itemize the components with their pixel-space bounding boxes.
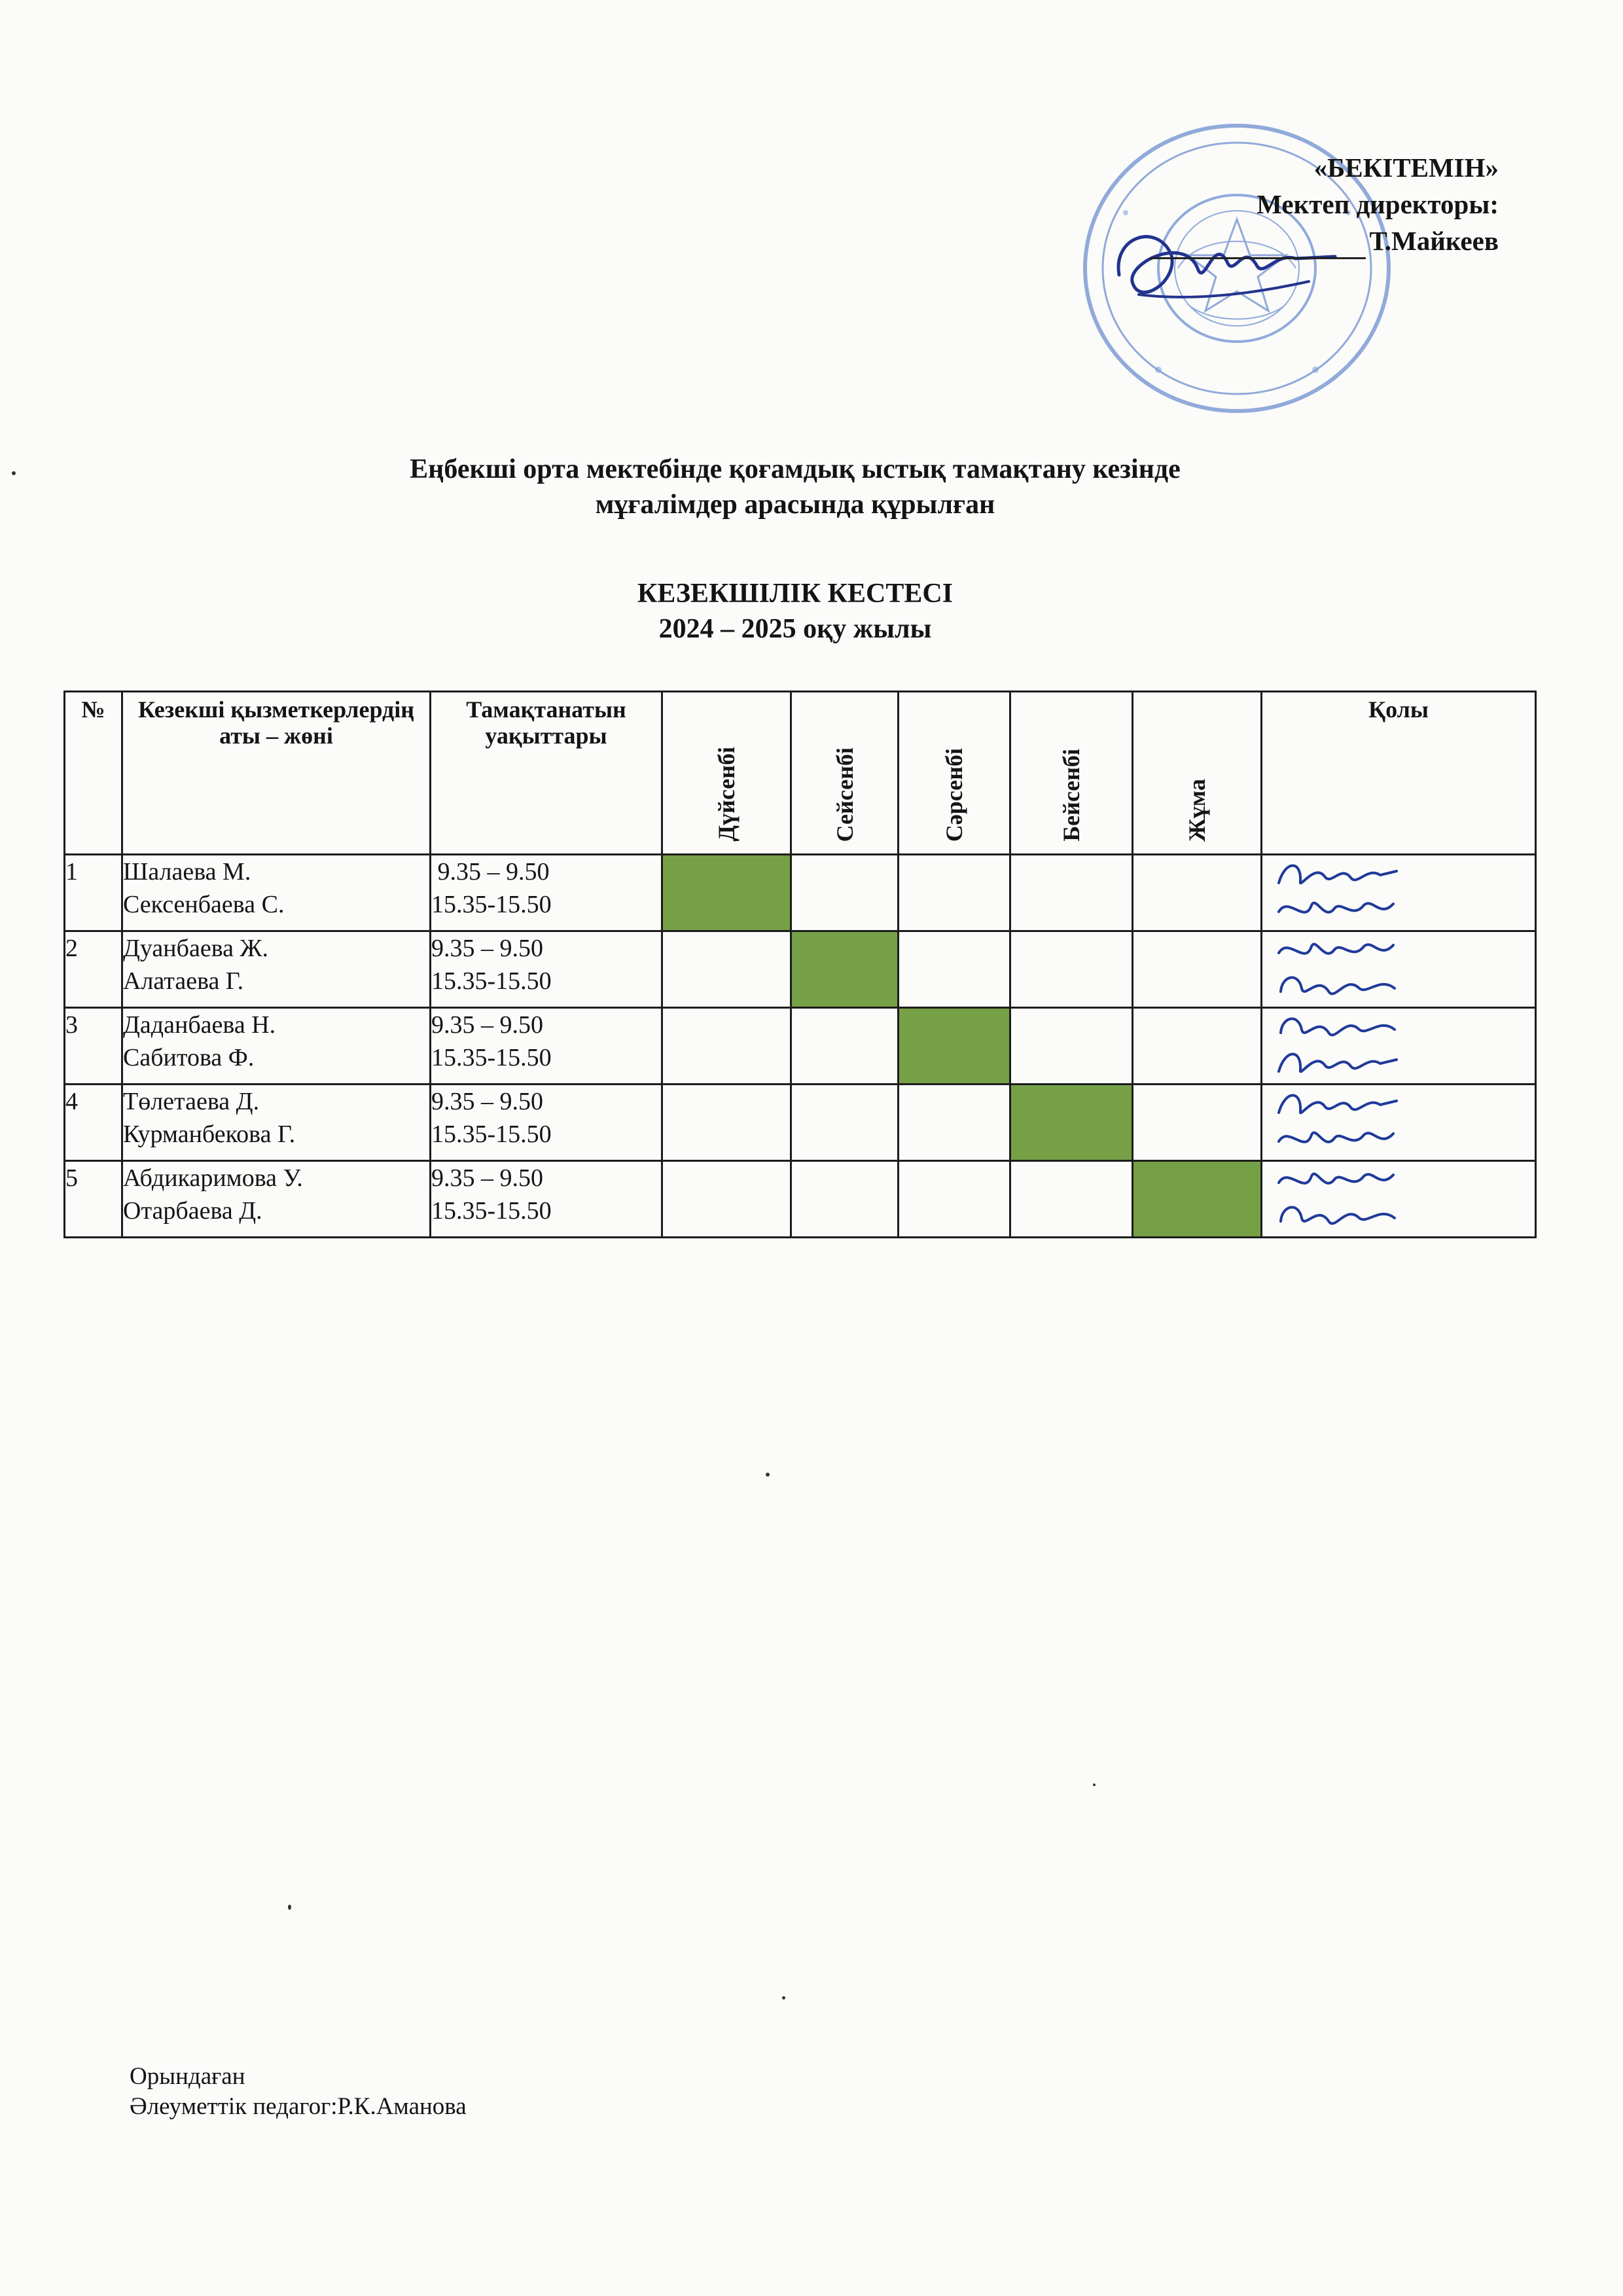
handwritten-signature <box>1275 857 1400 891</box>
staff-name-1: Абдикаримова У. <box>123 1164 303 1192</box>
day-cell-wednesday <box>899 931 1010 1008</box>
header-day-friday: Жұма <box>1133 692 1262 855</box>
duty-staff-names <box>122 1085 431 1161</box>
meal-time-1: 9.35 – 9.50 <box>431 1088 543 1115</box>
meal-times <box>431 1085 662 1161</box>
day-cell-monday <box>662 1161 791 1238</box>
signature-cell <box>1262 1085 1536 1161</box>
title-line-2: мұғалімдер арасында құрылған <box>595 490 995 520</box>
meal-time-2: 15.35-15.50 <box>431 1121 552 1148</box>
duty-staff-names <box>122 855 431 931</box>
meal-time-1: 9.35 – 9.50 <box>431 1011 543 1039</box>
meal-time-2: 15.35-15.50 <box>431 891 552 918</box>
day-cell-tuesday <box>791 1085 899 1161</box>
footer-block <box>130 2062 467 2122</box>
meal-time-2: 15.35-15.50 <box>431 1197 552 1225</box>
header-sign: Қолы <box>1262 692 1536 855</box>
scan-speck <box>782 1996 785 2000</box>
staff-name-1: Даданбаева Н. <box>123 1011 276 1039</box>
footer-social-pedagogue: Әлеуметтік педагог:Р.К.Аманова <box>130 2093 467 2120</box>
handwritten-signature <box>1275 1010 1400 1044</box>
approval-heading: «БЕКІТЕМІН» <box>1313 152 1499 183</box>
meal-time-1: 9.35 – 9.50 <box>431 858 550 886</box>
signature-line <box>1150 231 1366 259</box>
header-day-monday: Дүйсенбі <box>662 692 791 855</box>
duty-staff-names <box>122 1008 431 1085</box>
director-name: Т.Майкеев <box>1369 226 1499 256</box>
handwritten-signature <box>1275 1086 1400 1121</box>
header-times: Тамақтанатын уақыттары <box>431 692 662 855</box>
director-position: Мектеп директоры: <box>1257 189 1499 219</box>
day-cell-friday <box>1133 1085 1262 1161</box>
staff-name-1: Төлетаева Д. <box>123 1088 260 1115</box>
meal-time-1: 9.35 – 9.50 <box>431 1164 543 1192</box>
signature-cell <box>1262 1008 1536 1085</box>
meal-times <box>431 855 662 931</box>
staff-name-1: Дуанбаева Ж. <box>123 935 269 962</box>
meal-times <box>431 1008 662 1085</box>
staff-name-2: Отарбаева Д. <box>123 1197 262 1225</box>
day-cell-tuesday <box>791 855 899 931</box>
staff-name-2: Курманбекова Г. <box>123 1121 296 1148</box>
duty-staff-names <box>122 931 431 1008</box>
day-cell-friday-active <box>1133 1161 1262 1238</box>
day-cell-tuesday <box>791 1161 899 1238</box>
header-day-thursday: Бейсенбі <box>1010 692 1133 855</box>
day-cell-wednesday <box>899 1085 1010 1161</box>
handwritten-signature <box>1275 1122 1400 1156</box>
staff-name-2: Сексенбаева С. <box>123 891 285 918</box>
handwritten-signature <box>1275 1198 1400 1232</box>
schedule-title-line-1: КЕЗЕКШІЛІК КЕСТЕСІ <box>637 579 954 609</box>
table-row <box>65 931 1536 1008</box>
day-cell-thursday <box>1010 1008 1133 1085</box>
row-number: 5 <box>65 1161 122 1238</box>
meal-times <box>431 1161 662 1238</box>
day-cell-wednesday-active <box>899 1008 1010 1085</box>
table-row <box>65 1085 1536 1161</box>
scan-speck <box>12 471 16 475</box>
table-header-row <box>65 692 1536 855</box>
handwritten-signature <box>1275 892 1400 926</box>
day-cell-friday <box>1133 855 1262 931</box>
day-cell-friday <box>1133 931 1262 1008</box>
day-cell-monday <box>662 931 791 1008</box>
row-number: 2 <box>65 931 122 1008</box>
day-cell-monday-active <box>662 855 791 931</box>
title-line-1: Еңбекші орта мектебінде қоғамдық ыстық тамақтану кезінде <box>410 454 1181 484</box>
day-cell-tuesday-active <box>791 931 899 1008</box>
handwritten-signature <box>1275 1045 1400 1079</box>
scan-speck <box>288 1905 291 1910</box>
day-cell-monday <box>662 1008 791 1085</box>
meal-time-1: 9.35 – 9.50 <box>431 935 543 962</box>
duty-schedule-table <box>63 691 1537 1238</box>
handwritten-signature <box>1275 1163 1400 1197</box>
day-cell-friday <box>1133 1008 1262 1085</box>
header-num: № <box>65 692 122 855</box>
signature-cell <box>1262 1161 1536 1238</box>
table-row <box>65 1161 1536 1238</box>
meal-times <box>431 931 662 1008</box>
day-cell-monday <box>662 1085 791 1161</box>
header-day-tuesday: Сейсенбі <box>791 692 899 855</box>
signature-cell <box>1262 931 1536 1008</box>
row-number: 1 <box>65 855 122 931</box>
table-row <box>65 855 1536 931</box>
approval-block <box>1027 149 1499 259</box>
staff-name-2: Сабитова Ф. <box>123 1044 255 1071</box>
footer-performed-by: Орындаған <box>130 2063 245 2090</box>
table-row <box>65 1008 1536 1085</box>
schedule-title-line-2: 2024 – 2025 оқу жылы <box>658 614 932 644</box>
day-cell-thursday <box>1010 931 1133 1008</box>
schedule-title <box>0 576 1590 647</box>
row-number: 4 <box>65 1085 122 1161</box>
staff-name-1: Шалаева М. <box>123 858 251 886</box>
meal-time-2: 15.35-15.50 <box>431 967 552 995</box>
signature-cell <box>1262 855 1536 931</box>
day-cell-thursday <box>1010 1161 1133 1238</box>
day-cell-thursday-active <box>1010 1085 1133 1161</box>
staff-name-2: Алатаева Г. <box>123 967 244 995</box>
handwritten-signature <box>1275 969 1400 1003</box>
day-cell-wednesday <box>899 1161 1010 1238</box>
duty-staff-names <box>122 1161 431 1238</box>
day-cell-wednesday <box>899 855 1010 931</box>
scan-speck <box>766 1473 770 1477</box>
handwritten-signature <box>1275 933 1400 967</box>
document-title <box>0 452 1590 522</box>
day-cell-thursday <box>1010 855 1133 931</box>
day-cell-tuesday <box>791 1008 899 1085</box>
row-number: 3 <box>65 1008 122 1085</box>
meal-time-2: 15.35-15.50 <box>431 1044 552 1071</box>
header-names: Кезекші қызметкерлердің аты – жөні <box>122 692 431 855</box>
scan-speck <box>1093 1784 1096 1786</box>
header-day-wednesday: Сәрсенбі <box>899 692 1010 855</box>
